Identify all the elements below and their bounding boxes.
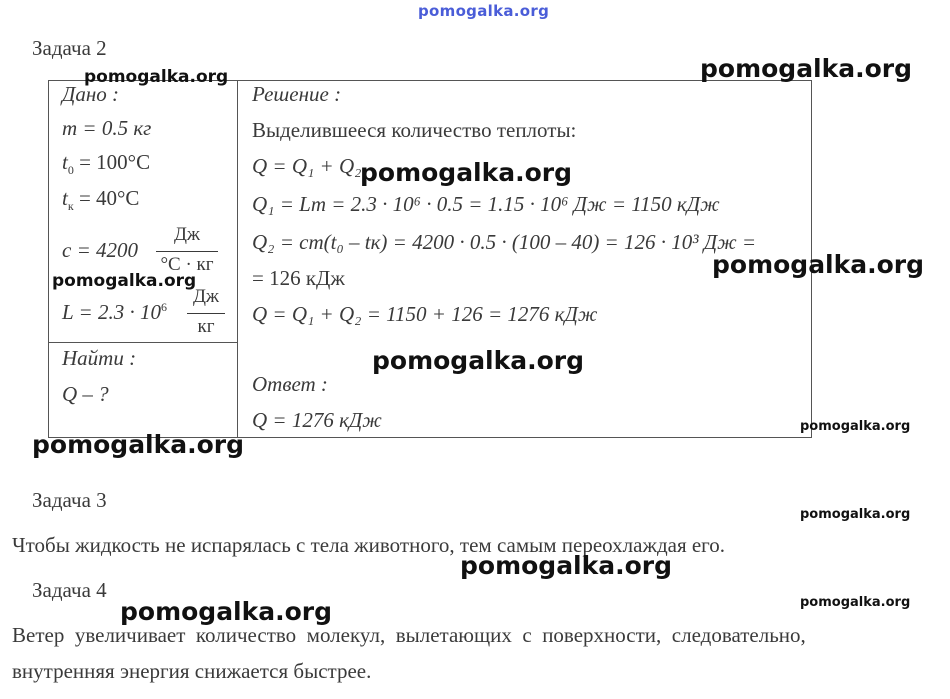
solution-line-4: = 126 кДж bbox=[252, 266, 345, 290]
given-t0: $t_0 = 100^\circ C$ bbox=[62, 150, 151, 178]
solution-header: Решение : bbox=[252, 82, 342, 106]
given-c-numerator: Дж bbox=[173, 224, 201, 245]
watermark: pomogalka.org bbox=[712, 250, 925, 279]
given-c: c = 4200 bbox=[62, 238, 138, 262]
watermark: pomogalka.org bbox=[52, 271, 197, 291]
watermark-top: pomogalka.org bbox=[418, 2, 550, 20]
given-L-fraction-bar bbox=[187, 313, 225, 314]
task4-text-line-1: Ветер увеличивает количество молекул, вылетающих с поверхности, следовательно, bbox=[12, 623, 806, 647]
given-tk: $t_к = 40^\circ C$ bbox=[62, 186, 140, 214]
solution-line-1: Q = Q₁ + Q₂ bbox=[252, 154, 362, 178]
given-L-denominator: кг bbox=[197, 316, 215, 337]
solution-line-3: Q₂ = cm(t₀ – tк) = 4200 · 0.5 · (100 – 40) = 126 · 10³ Дж = bbox=[252, 230, 757, 254]
find-header: Найти : bbox=[62, 346, 137, 370]
given-mass: m = 0.5 кг bbox=[62, 116, 152, 140]
watermark: pomogalka.org bbox=[360, 158, 573, 187]
watermark: pomogalka.org bbox=[800, 595, 911, 610]
watermark: pomogalka.org bbox=[32, 430, 245, 459]
given-L-numerator: Дж bbox=[192, 286, 220, 307]
task2-title: Задача 2 bbox=[32, 36, 107, 60]
answer-value: Q = 1276 кДж bbox=[252, 408, 382, 432]
watermark: pomogalka.org bbox=[84, 67, 229, 87]
given-c-fraction-bar bbox=[156, 251, 218, 252]
watermark: pomogalka.org bbox=[460, 551, 673, 580]
solution-intro: Выделившееся количество теплоты: bbox=[252, 118, 577, 142]
task3-title: Задача 3 bbox=[32, 488, 107, 512]
given-c-denominator: °C · кг bbox=[160, 254, 214, 275]
watermark: pomogalka.org bbox=[800, 419, 911, 434]
answer-header: Ответ : bbox=[252, 372, 328, 396]
given-L: $L = 2.3 \cdot 10^6$ bbox=[62, 300, 167, 324]
solution-line-5: Q = Q₁ + Q₂ = 1150 + 126 = 1276 кДж bbox=[252, 302, 598, 326]
table-divider-vertical bbox=[237, 80, 238, 437]
solution-line-2: Q₁ = Lm = 2.3 · 10⁶ · 0.5 = 1.15 · 10⁶ Дж = 1150 кДж bbox=[252, 192, 720, 216]
given-header: Дано : bbox=[62, 82, 120, 106]
watermark: pomogalka.org bbox=[372, 346, 585, 375]
watermark: pomogalka.org bbox=[700, 54, 913, 83]
watermark: pomogalka.org bbox=[120, 597, 333, 626]
watermark: pomogalka.org bbox=[800, 507, 911, 522]
task4-title: Задача 4 bbox=[32, 578, 107, 602]
table-divider-horizontal bbox=[48, 342, 238, 343]
task4-text-line-2: внутренняя энергия снижается быстрее. bbox=[12, 659, 372, 683]
task3-text: Чтобы жидкость не испарялась с тела животного, тем самым переохлаждая его. bbox=[12, 533, 726, 557]
find-q: Q – ? bbox=[62, 382, 109, 406]
